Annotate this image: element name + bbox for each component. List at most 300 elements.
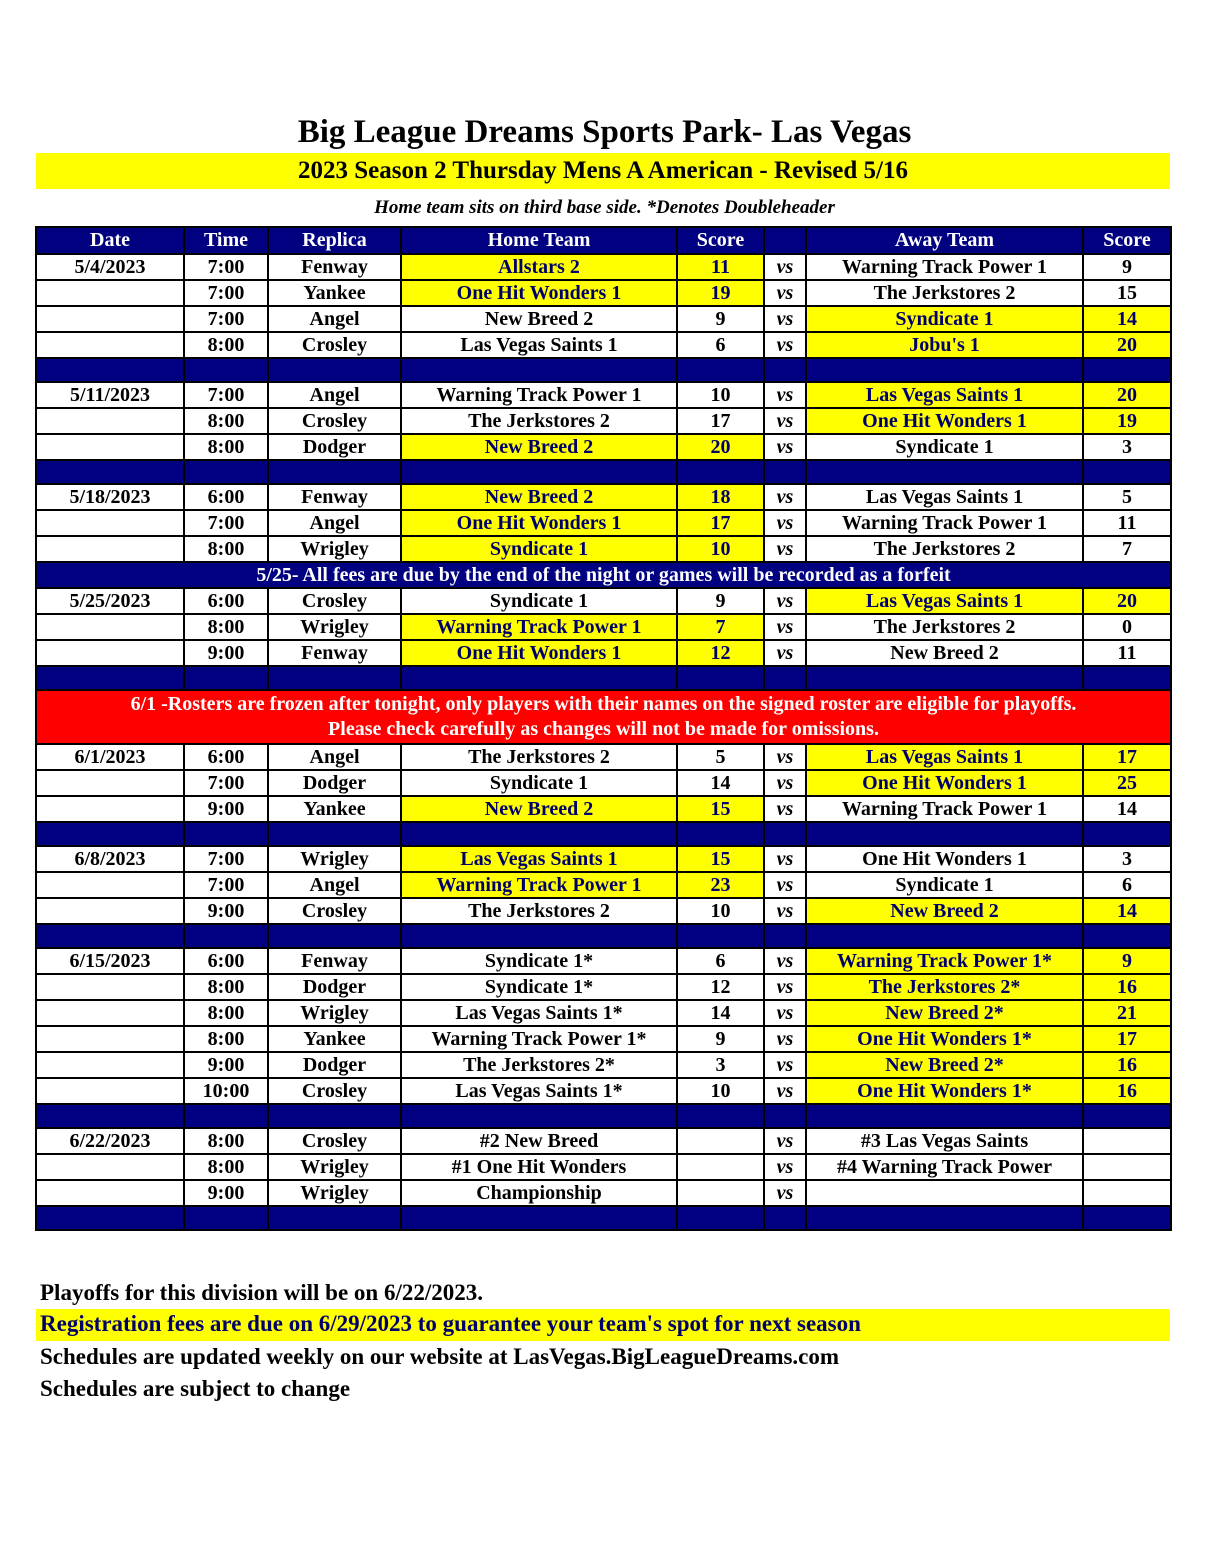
game-row: [36, 846, 1171, 872]
home-team: New Breed 2: [401, 434, 677, 460]
game-date: [36, 280, 184, 306]
away-score: 11: [1083, 510, 1171, 536]
game-date: 5/18/2023: [36, 484, 184, 510]
separator-cell: [184, 1104, 268, 1128]
separator-cell: [764, 666, 806, 690]
vs-label: vs: [764, 770, 806, 796]
home-score: 18: [677, 484, 764, 510]
home-score: 9: [677, 306, 764, 332]
game-time: 6:00: [184, 588, 268, 614]
home-team: Allstars 2: [401, 254, 677, 280]
game-date: [36, 1000, 184, 1026]
game-field: Angel: [268, 872, 401, 898]
away-team: One Hit Wonders 1: [806, 846, 1083, 872]
away-team: Jobu's 1: [806, 332, 1083, 358]
separator-cell: [36, 666, 184, 690]
home-team: Las Vegas Saints 1*: [401, 1000, 677, 1026]
game-date: 5/4/2023: [36, 254, 184, 280]
away-score: 15: [1083, 280, 1171, 306]
away-team: New Breed 2: [806, 640, 1083, 666]
separator-cell: [764, 924, 806, 948]
game-date: [36, 974, 184, 1000]
game-date: [36, 770, 184, 796]
away-team: The Jerkstores 2: [806, 614, 1083, 640]
vs-label: vs: [764, 640, 806, 666]
away-score: [1083, 1180, 1171, 1206]
away-team: One Hit Wonders 1: [806, 770, 1083, 796]
footer-playoffs: Playoffs for this division will be on 6/22/2023.: [40, 1280, 484, 1305]
game-field: Wrigley: [268, 846, 401, 872]
separator-row: [36, 924, 1171, 948]
game-row: [36, 948, 1171, 974]
separator-cell: [806, 358, 1083, 382]
game-row: [36, 1154, 1171, 1180]
game-date: [36, 510, 184, 536]
home-score: 3: [677, 1052, 764, 1078]
game-field: Wrigley: [268, 1000, 401, 1026]
away-score: 5: [1083, 484, 1171, 510]
home-score: 7: [677, 614, 764, 640]
roster-alert-row: [36, 690, 1171, 744]
col-home-team: Home Team: [401, 227, 677, 254]
vs-label: vs: [764, 1078, 806, 1104]
game-row: [36, 1128, 1171, 1154]
game-date: 6/1/2023: [36, 744, 184, 770]
home-team: Las Vegas Saints 1*: [401, 1078, 677, 1104]
col-away-team: Away Team: [806, 227, 1083, 254]
home-score: [677, 1128, 764, 1154]
home-score: 6: [677, 948, 764, 974]
away-score: 3: [1083, 846, 1171, 872]
game-time: 9:00: [184, 1180, 268, 1206]
footer-website: Schedules are updated weekly on our website at LasVegas.BigLeagueDreams.com: [40, 1344, 840, 1369]
vs-label: vs: [764, 382, 806, 408]
schedule-table: [35, 226, 1172, 1231]
home-score: 10: [677, 1078, 764, 1104]
roster-alert-line2: Please check carefully as changes will not be made for omissions.: [328, 718, 879, 740]
game-field: Fenway: [268, 640, 401, 666]
game-time: 8:00: [184, 1000, 268, 1026]
col-replica: Replica: [268, 227, 401, 254]
separator-cell: [677, 1206, 764, 1230]
game-time: 10:00: [184, 1078, 268, 1104]
separator-row: [36, 358, 1171, 382]
home-team: Syndicate 1: [401, 770, 677, 796]
game-row: [36, 744, 1171, 770]
vs-label: vs: [764, 1000, 806, 1026]
game-date: 6/8/2023: [36, 846, 184, 872]
home-team: New Breed 2: [401, 796, 677, 822]
away-team: Warning Track Power 1: [806, 796, 1083, 822]
separator-cell: [806, 822, 1083, 846]
game-field: Yankee: [268, 1026, 401, 1052]
game-field: Angel: [268, 306, 401, 332]
game-row: [36, 770, 1171, 796]
away-team: [806, 1180, 1083, 1206]
away-score: 3: [1083, 434, 1171, 460]
separator-cell: [184, 358, 268, 382]
home-team: Syndicate 1*: [401, 974, 677, 1000]
separator-cell: [36, 460, 184, 484]
away-score: 20: [1083, 588, 1171, 614]
game-time: 7:00: [184, 280, 268, 306]
home-score: 6: [677, 332, 764, 358]
separator-cell: [184, 666, 268, 690]
vs-label: vs: [764, 536, 806, 562]
game-row: [36, 1026, 1171, 1052]
away-team: Syndicate 1: [806, 872, 1083, 898]
home-team: Championship: [401, 1180, 677, 1206]
game-date: 5/11/2023: [36, 382, 184, 408]
away-score: 0: [1083, 614, 1171, 640]
separator-cell: [36, 1104, 184, 1128]
game-row: [36, 1000, 1171, 1026]
vs-label: vs: [764, 614, 806, 640]
vs-label: vs: [764, 948, 806, 974]
game-time: 8:00: [184, 1154, 268, 1180]
game-time: 8:00: [184, 1026, 268, 1052]
separator-cell: [184, 1206, 268, 1230]
game-row: [36, 1180, 1171, 1206]
game-time: 8:00: [184, 536, 268, 562]
vs-label: vs: [764, 510, 806, 536]
schedule-body: [36, 254, 1171, 1230]
away-score: [1083, 1128, 1171, 1154]
vs-label: vs: [764, 306, 806, 332]
home-team: Warning Track Power 1: [401, 614, 677, 640]
away-score: 14: [1083, 796, 1171, 822]
vs-label: vs: [764, 1052, 806, 1078]
home-team: Syndicate 1: [401, 536, 677, 562]
away-score: 16: [1083, 974, 1171, 1000]
separator-cell: [401, 460, 677, 484]
game-date: [36, 1026, 184, 1052]
away-score: 7: [1083, 536, 1171, 562]
game-time: 9:00: [184, 796, 268, 822]
roster-alert: [36, 690, 1171, 744]
separator-cell: [401, 666, 677, 690]
col-time: Time: [184, 227, 268, 254]
game-date: [36, 434, 184, 460]
home-score: 5: [677, 744, 764, 770]
away-team: #3 Las Vegas Saints: [806, 1128, 1083, 1154]
home-score: 19: [677, 280, 764, 306]
separator-cell: [677, 358, 764, 382]
game-date: 5/25/2023: [36, 588, 184, 614]
separator-cell: [764, 1104, 806, 1128]
away-score: 19: [1083, 408, 1171, 434]
vs-label: vs: [764, 846, 806, 872]
game-date: [36, 1052, 184, 1078]
game-time: 7:00: [184, 770, 268, 796]
game-time: 7:00: [184, 872, 268, 898]
game-time: 8:00: [184, 974, 268, 1000]
home-team: #1 One Hit Wonders: [401, 1154, 677, 1180]
home-team: Syndicate 1*: [401, 948, 677, 974]
away-team: Syndicate 1: [806, 434, 1083, 460]
home-team: Syndicate 1: [401, 588, 677, 614]
game-time: 7:00: [184, 254, 268, 280]
away-score: 17: [1083, 1026, 1171, 1052]
game-field: Angel: [268, 744, 401, 770]
game-time: 6:00: [184, 744, 268, 770]
separator-cell: [806, 1104, 1083, 1128]
away-team: Warning Track Power 1: [806, 254, 1083, 280]
separator-cell: [806, 924, 1083, 948]
away-team: New Breed 2*: [806, 1052, 1083, 1078]
separator-cell: [36, 822, 184, 846]
game-date: [36, 332, 184, 358]
vs-label: vs: [764, 898, 806, 924]
away-score: 9: [1083, 254, 1171, 280]
game-field: Crosley: [268, 1128, 401, 1154]
away-score: 16: [1083, 1078, 1171, 1104]
game-row: [36, 872, 1171, 898]
vs-label: vs: [764, 872, 806, 898]
game-row: [36, 974, 1171, 1000]
away-score: 17: [1083, 744, 1171, 770]
game-date: [36, 1078, 184, 1104]
away-team: One Hit Wonders 1: [806, 408, 1083, 434]
vs-label: vs: [764, 434, 806, 460]
game-field: Wrigley: [268, 536, 401, 562]
vs-label: vs: [764, 588, 806, 614]
game-field: Crosley: [268, 898, 401, 924]
game-field: Yankee: [268, 280, 401, 306]
game-field: Crosley: [268, 408, 401, 434]
separator-cell: [268, 1206, 401, 1230]
home-team: New Breed 2: [401, 306, 677, 332]
separator-cell: [401, 358, 677, 382]
separator-cell: [677, 924, 764, 948]
away-team: New Breed 2: [806, 898, 1083, 924]
separator-cell: [268, 358, 401, 382]
home-team: Las Vegas Saints 1: [401, 332, 677, 358]
away-team: Las Vegas Saints 1: [806, 484, 1083, 510]
game-time: 7:00: [184, 510, 268, 536]
game-field: Fenway: [268, 254, 401, 280]
game-time: 7:00: [184, 846, 268, 872]
game-date: [36, 536, 184, 562]
game-row: [36, 1052, 1171, 1078]
separator-cell: [1083, 666, 1171, 690]
separator-row: [36, 1104, 1171, 1128]
doubleheader-note: Home team sits on third base side. *Denotes Doubleheader: [374, 197, 835, 218]
col-away-score: Score: [1083, 227, 1171, 254]
vs-label: vs: [764, 408, 806, 434]
separator-cell: [184, 924, 268, 948]
game-time: 8:00: [184, 614, 268, 640]
game-date: 6/22/2023: [36, 1128, 184, 1154]
away-score: 9: [1083, 948, 1171, 974]
game-field: Wrigley: [268, 1154, 401, 1180]
game-field: Fenway: [268, 484, 401, 510]
home-score: 12: [677, 974, 764, 1000]
home-score: 15: [677, 846, 764, 872]
game-row: [36, 588, 1171, 614]
game-date: [36, 1180, 184, 1206]
away-score: 20: [1083, 332, 1171, 358]
col-date: Date: [36, 227, 184, 254]
home-team: The Jerkstores 2: [401, 744, 677, 770]
home-score: 17: [677, 510, 764, 536]
vs-label: vs: [764, 744, 806, 770]
home-team: One Hit Wonders 1: [401, 510, 677, 536]
vs-label: vs: [764, 974, 806, 1000]
away-score: 21: [1083, 1000, 1171, 1026]
game-time: 7:00: [184, 382, 268, 408]
away-team: Las Vegas Saints 1: [806, 588, 1083, 614]
game-row: [36, 254, 1171, 280]
separator-cell: [806, 460, 1083, 484]
vs-label: vs: [764, 332, 806, 358]
separator-cell: [268, 460, 401, 484]
game-field: Angel: [268, 382, 401, 408]
game-row: [36, 614, 1171, 640]
separator-row: [36, 460, 1171, 484]
separator-cell: [764, 358, 806, 382]
home-score: 12: [677, 640, 764, 666]
home-team: The Jerkstores 2*: [401, 1052, 677, 1078]
separator-cell: [677, 460, 764, 484]
home-team: Warning Track Power 1: [401, 872, 677, 898]
separator-cell: [1083, 1104, 1171, 1128]
game-time: 7:00: [184, 306, 268, 332]
game-date: [36, 408, 184, 434]
col-home-score: Score: [677, 227, 764, 254]
away-score: 25: [1083, 770, 1171, 796]
game-time: 8:00: [184, 434, 268, 460]
game-field: Crosley: [268, 588, 401, 614]
game-field: Yankee: [268, 796, 401, 822]
away-score: 11: [1083, 640, 1171, 666]
game-date: [36, 640, 184, 666]
home-score: 17: [677, 408, 764, 434]
away-team: Warning Track Power 1*: [806, 948, 1083, 974]
game-field: Fenway: [268, 948, 401, 974]
home-score: 10: [677, 898, 764, 924]
game-row: [36, 280, 1171, 306]
home-score: 23: [677, 872, 764, 898]
game-date: 6/15/2023: [36, 948, 184, 974]
game-field: Crosley: [268, 332, 401, 358]
footer-subject: Schedules are subject to change: [40, 1376, 351, 1401]
game-row: [36, 640, 1171, 666]
separator-cell: [1083, 822, 1171, 846]
away-team: The Jerkstores 2: [806, 280, 1083, 306]
home-team: Warning Track Power 1: [401, 382, 677, 408]
game-time: 6:00: [184, 948, 268, 974]
game-field: Dodger: [268, 1052, 401, 1078]
home-score: [677, 1154, 764, 1180]
home-team: New Breed 2: [401, 484, 677, 510]
vs-label: vs: [764, 484, 806, 510]
game-time: 6:00: [184, 484, 268, 510]
vs-label: vs: [764, 1180, 806, 1206]
separator-cell: [806, 666, 1083, 690]
away-team: The Jerkstores 2: [806, 536, 1083, 562]
page-title: Big League Dreams Sports Park- Las Vegas: [297, 114, 912, 150]
home-score: 10: [677, 536, 764, 562]
separator-cell: [36, 358, 184, 382]
separator-cell: [677, 666, 764, 690]
away-team: The Jerkstores 2*: [806, 974, 1083, 1000]
fees-notice-row: [36, 562, 1171, 588]
game-time: 8:00: [184, 1128, 268, 1154]
game-time: 8:00: [184, 332, 268, 358]
home-score: 10: [677, 382, 764, 408]
separator-cell: [1083, 460, 1171, 484]
game-time: 8:00: [184, 408, 268, 434]
game-row: [36, 484, 1171, 510]
separator-cell: [184, 460, 268, 484]
separator-cell: [268, 666, 401, 690]
home-team: Las Vegas Saints 1: [401, 846, 677, 872]
vs-label: vs: [764, 1154, 806, 1180]
home-score: [677, 1180, 764, 1206]
vs-label: vs: [764, 796, 806, 822]
separator-cell: [677, 822, 764, 846]
away-score: 14: [1083, 306, 1171, 332]
away-score: 6: [1083, 872, 1171, 898]
home-team: One Hit Wonders 1: [401, 640, 677, 666]
home-score: 14: [677, 770, 764, 796]
home-score: 15: [677, 796, 764, 822]
game-time: 9:00: [184, 1052, 268, 1078]
game-time: 9:00: [184, 640, 268, 666]
away-score: 16: [1083, 1052, 1171, 1078]
game-row: [36, 382, 1171, 408]
game-row: [36, 408, 1171, 434]
game-field: Dodger: [268, 974, 401, 1000]
away-team: One Hit Wonders 1*: [806, 1078, 1083, 1104]
away-team: Las Vegas Saints 1: [806, 744, 1083, 770]
game-date: [36, 898, 184, 924]
separator-cell: [268, 822, 401, 846]
home-score: 14: [677, 1000, 764, 1026]
game-field: Angel: [268, 510, 401, 536]
game-date: [36, 614, 184, 640]
game-field: Dodger: [268, 770, 401, 796]
away-team: New Breed 2*: [806, 1000, 1083, 1026]
home-team: The Jerkstores 2: [401, 408, 677, 434]
separator-cell: [184, 822, 268, 846]
separator-cell: [677, 1104, 764, 1128]
fees-notice: 5/25- All fees are due by the end of the night or games will be recorded as a forfeit: [36, 562, 1171, 588]
home-score: 9: [677, 1026, 764, 1052]
home-score: 11: [677, 254, 764, 280]
separator-cell: [806, 1206, 1083, 1230]
separator-cell: [764, 460, 806, 484]
home-team: The Jerkstores 2: [401, 898, 677, 924]
vs-label: vs: [764, 1128, 806, 1154]
away-score: [1083, 1154, 1171, 1180]
separator-cell: [764, 822, 806, 846]
home-team: Warning Track Power 1*: [401, 1026, 677, 1052]
game-field: Crosley: [268, 1078, 401, 1104]
away-team: Las Vegas Saints 1: [806, 382, 1083, 408]
game-row: [36, 434, 1171, 460]
separator-row: [36, 666, 1171, 690]
game-date: [36, 872, 184, 898]
game-row: [36, 898, 1171, 924]
separator-cell: [1083, 358, 1171, 382]
game-date: [36, 796, 184, 822]
header-row: [36, 227, 1171, 254]
game-time: 9:00: [184, 898, 268, 924]
away-score: 14: [1083, 898, 1171, 924]
game-date: [36, 1154, 184, 1180]
